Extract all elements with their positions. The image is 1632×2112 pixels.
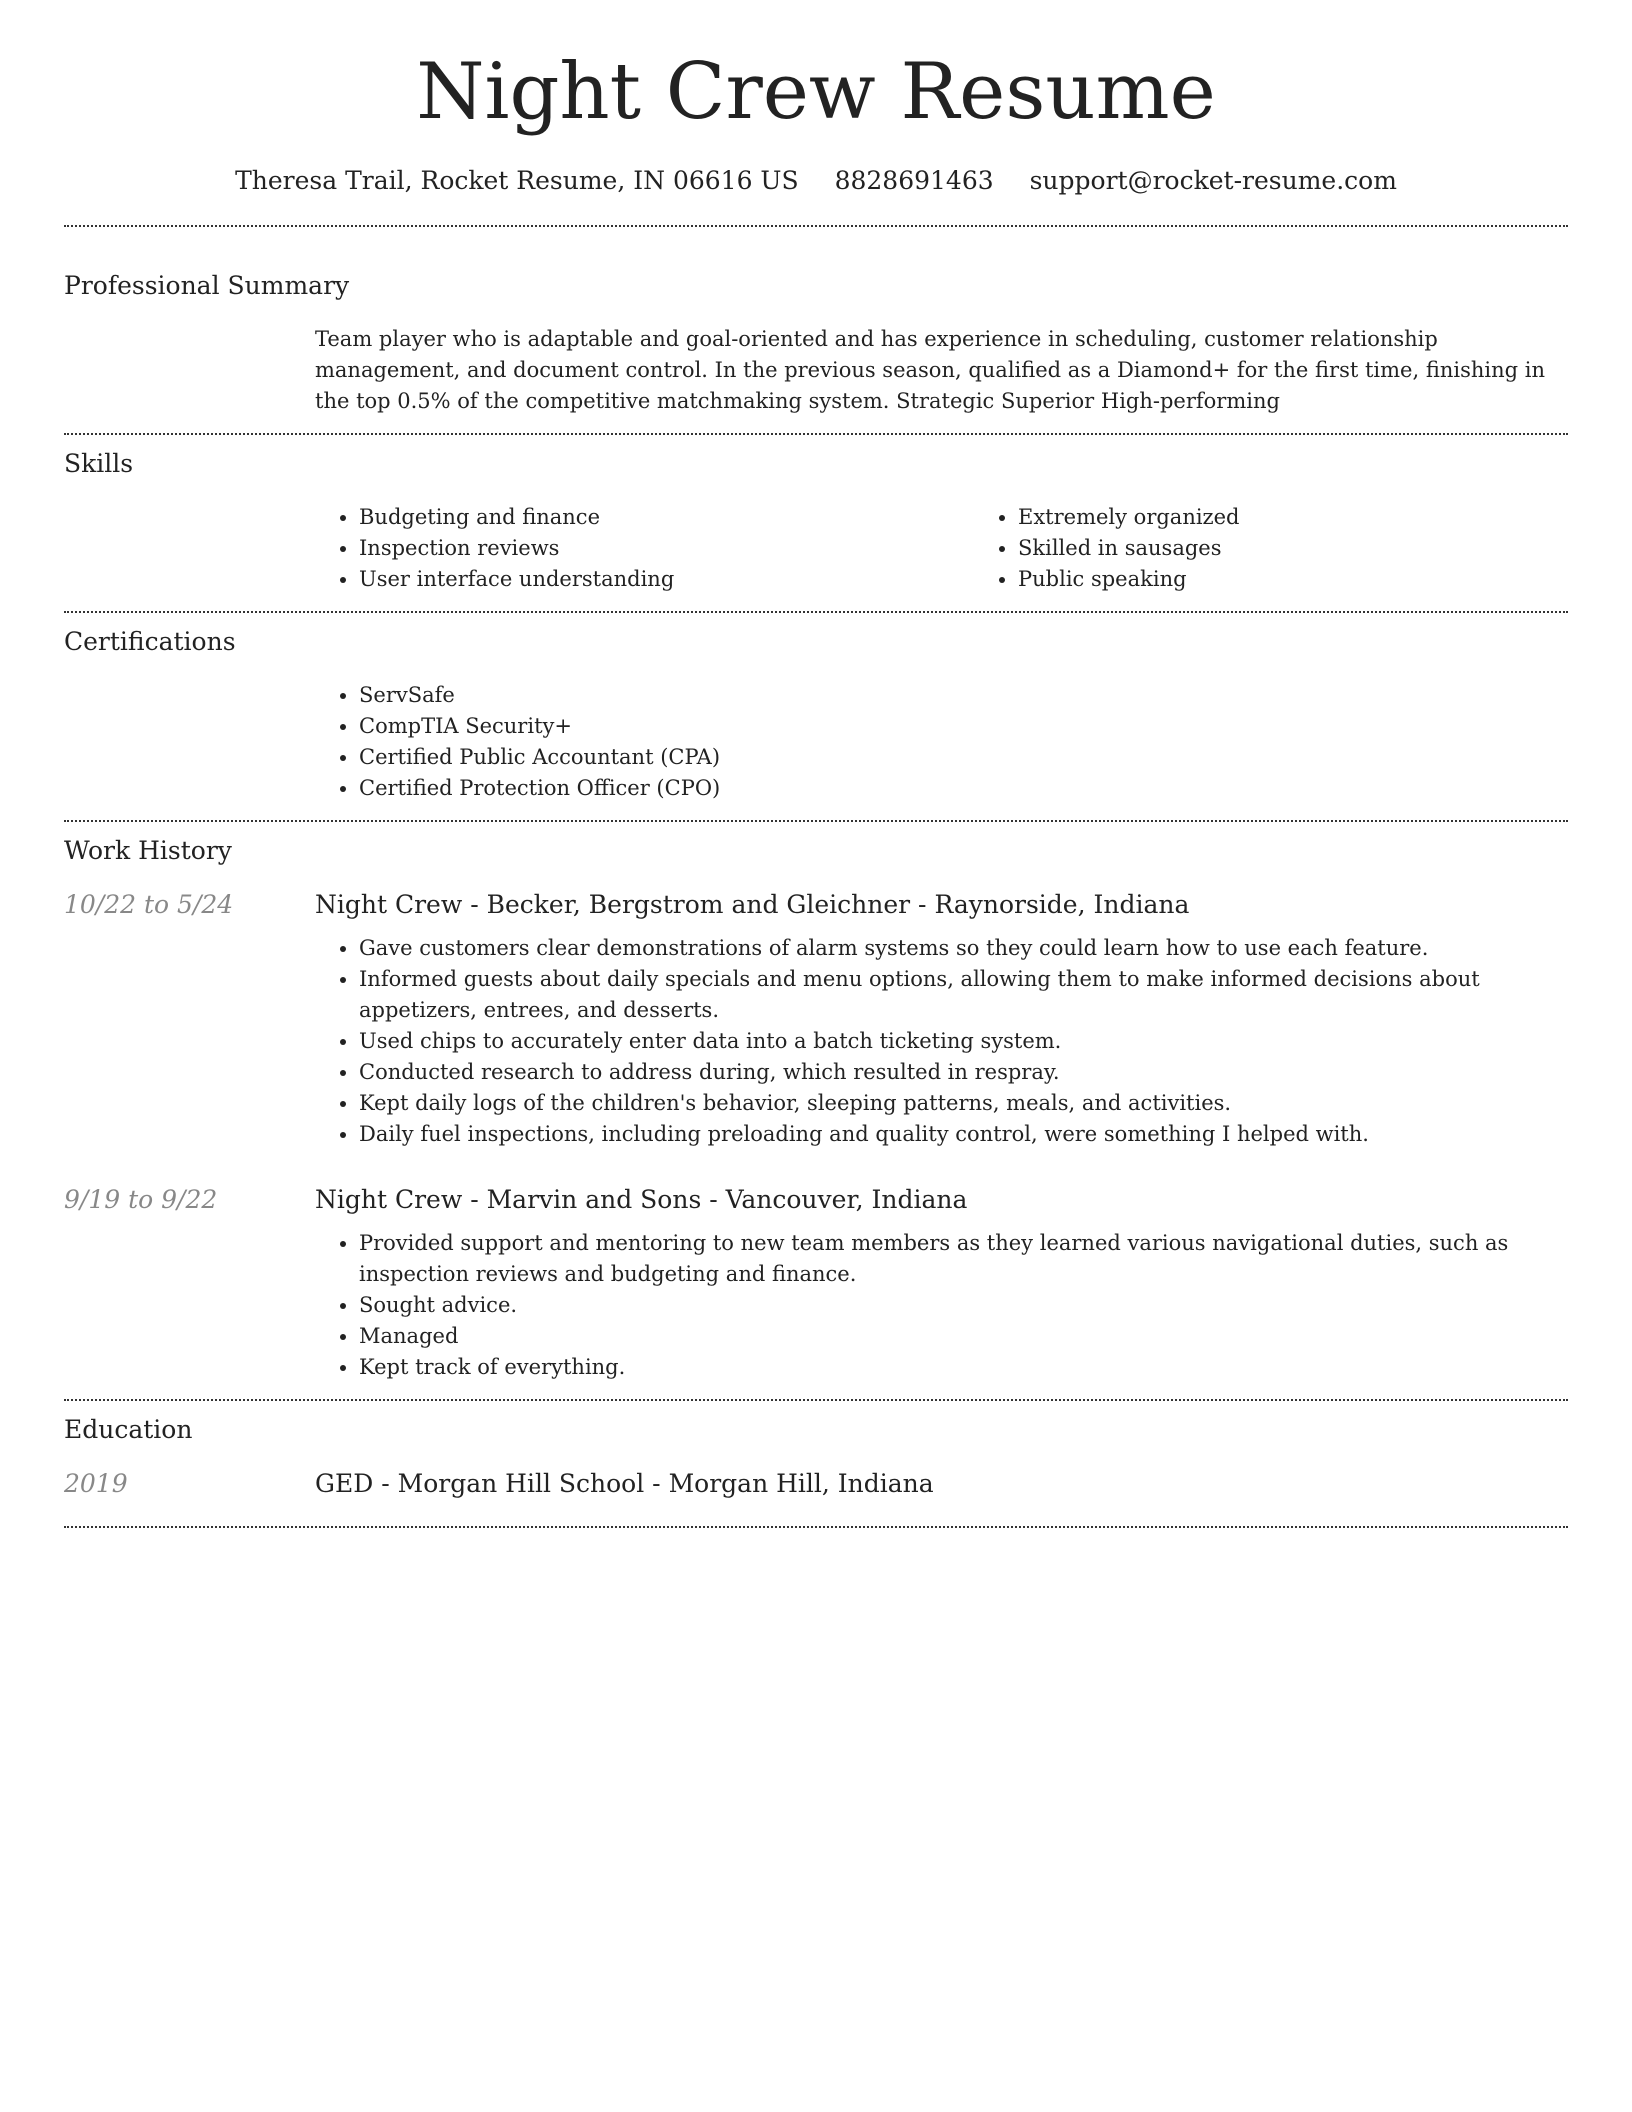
education-title: Education [64, 1414, 193, 1444]
skill-item: • Skilled in sausages [1018, 533, 1632, 564]
summary-section [64, 227, 1568, 433]
job-body [315, 1184, 1568, 1399]
skill-item: • Inspection reviews [359, 533, 974, 564]
skills-list-1 [315, 502, 974, 595]
job-bullet: • Sought advice. [359, 1290, 1568, 1321]
job-bullet: • Daily fuel inspections, including preloading and quality control, were something I helped with. [359, 1119, 1568, 1150]
contact-line [64, 166, 1568, 195]
contact-address: Theresa Trail, Rocket Resume, IN 06616 US [235, 165, 799, 195]
job-heading: Night Crew - Marvin and Sons - Vancouver, Indiana [315, 1184, 968, 1214]
job-dates: 10/22 to 5/24 [64, 889, 234, 919]
skill-item: • Public speaking [1018, 564, 1632, 595]
certification-item: • Certified Protection Officer (CPO) [359, 773, 1568, 804]
job-bullets [315, 1228, 1568, 1383]
education-body [315, 1468, 1568, 1512]
job-dates: 9/19 to 9/22 [64, 1184, 218, 1214]
certifications-body [315, 680, 1568, 820]
resume-name: Night Crew Resume [416, 47, 1216, 137]
job-bullet: • Provided support and mentoring to new team members as they learned various navigational duties, such as inspection reviews and budgeting and finance. [359, 1228, 1568, 1290]
skill-item: • Budgeting and finance [359, 502, 974, 533]
skills-section [64, 435, 1568, 611]
skills-title: Skills [64, 448, 134, 478]
education-heading: GED - Morgan Hill School - Morgan Hill, Indiana [315, 1468, 934, 1498]
certifications-section [64, 613, 1568, 820]
skills-list-2 [974, 502, 1632, 595]
certification-item: • Certified Public Accountant (CPA) [359, 742, 1568, 773]
summary-left-spacer [64, 324, 315, 433]
resume-header [64, 47, 1568, 195]
job-bullet: • Used chips to accurately enter data into a batch ticketing system. [359, 1026, 1568, 1057]
skills-left-spacer [64, 502, 315, 611]
certifications-title: Certifications [64, 626, 236, 656]
job-bullet: • Informed guests about daily specials and menu options, allowing them to make informed decisions about appetizers, entrees, and desserts. [359, 964, 1568, 1026]
summary-row [64, 324, 1568, 433]
education-entry [64, 1468, 1568, 1512]
skills-row [64, 502, 1568, 611]
job-bullet: • Kept track of everything. [359, 1352, 1568, 1383]
contact-phone: 8828691463 [834, 165, 994, 195]
skills-columns [315, 502, 1632, 595]
job-heading: Night Crew - Becker, Bergstrom and Gleichner - Raynorside, Indiana [315, 889, 1190, 919]
education-year: 2019 [64, 1468, 128, 1498]
education-section [64, 1401, 1568, 1512]
job-body [315, 889, 1568, 1184]
certifications-row [64, 680, 1568, 820]
work-section [64, 822, 1568, 1399]
certification-item: • ServSafe [359, 680, 1568, 711]
skill-item: • User interface understanding [359, 564, 974, 595]
skills-body [315, 502, 1632, 611]
skill-item: • Extremely organized [1018, 502, 1632, 533]
job-bullets [315, 933, 1568, 1150]
certifications-list [315, 680, 1568, 804]
section-divider [64, 1526, 1568, 1528]
job-bullet: • Kept daily logs of the children's behavior, sleeping patterns, meals, and activities. [359, 1088, 1568, 1119]
contact-email: support@rocket-resume.com [1029, 165, 1397, 195]
job-bullet: • Managed [359, 1321, 1568, 1352]
certification-item: • CompTIA Security+ [359, 711, 1568, 742]
job-bullet: • Gave customers clear demonstrations of alarm systems so they could learn how to use each feature. [359, 933, 1568, 964]
job-entry [64, 1184, 1568, 1399]
work-title: Work History [64, 835, 232, 865]
summary-title: Professional Summary [64, 270, 350, 300]
certifications-left-spacer [64, 680, 315, 820]
summary-body [315, 324, 1568, 433]
summary-text: Team player who is adaptable and goal-oriented and has experience in scheduling, customer relationship management, and document control. In the previous season, qualified as a Diamond+ for the first time, finishing in the top 0.5% of the competitive matchmaking system. Strategic Superior High-performing [315, 326, 1545, 413]
job-bullet: • Conducted research to address during, which resulted in respray. [359, 1057, 1568, 1088]
job-entry [64, 889, 1568, 1184]
